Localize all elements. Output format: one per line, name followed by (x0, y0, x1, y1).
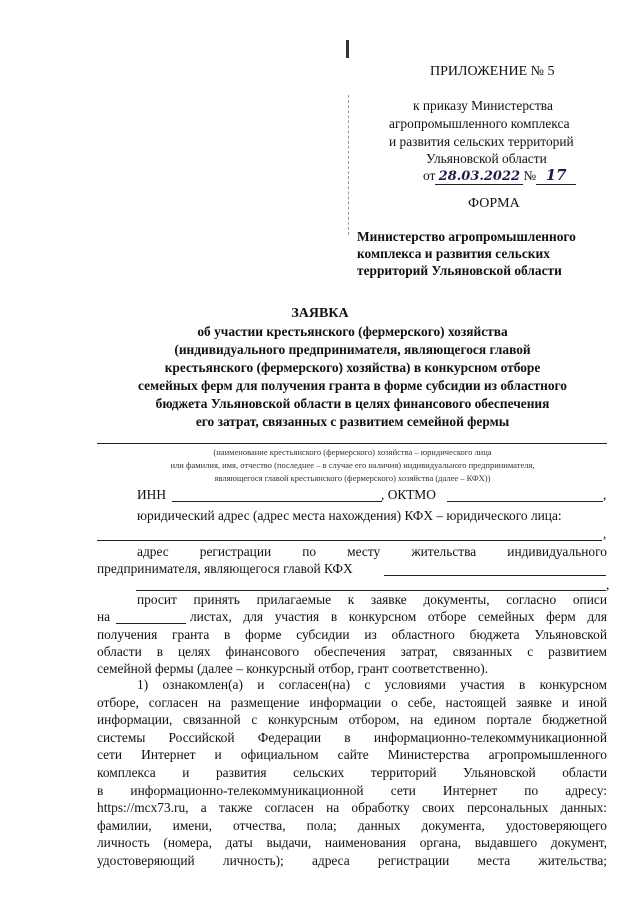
item1-line-8: https://mcx73.ru, а также согласен на обработку своих персональных данных: (97, 800, 607, 815)
subtitle-line-3: крестьянского (фермерского) хозяйства) в конкурсном отборе (164, 360, 541, 375)
subtitle-line-2: (индивидуального предпринимателя, являющегося главой (174, 342, 531, 357)
legal-address-field[interactable] (97, 540, 602, 541)
oktmo-comma: , (603, 487, 607, 502)
addressee-line-1: Министерство агропромышленного (357, 229, 576, 244)
item1-line-7: в информационно-телекоммуникационной сети Интернет по адресу: (97, 783, 607, 798)
reg-address-field-a[interactable] (384, 575, 606, 576)
form-label: ФОРМА (468, 196, 520, 211)
item1-line-10: личность (номера, даты выдачи, наименования органа, выдавшего документ, (97, 835, 607, 850)
appendix-line-3: и развития сельских территорий (389, 134, 574, 149)
name-blank-line[interactable] (97, 443, 607, 444)
item1-line-11: удостоверяющий личность); адреса регистрации места жительства; (97, 853, 607, 868)
appendix-date-line (423, 166, 576, 185)
appendix-line-1: к приказу Министерства (413, 98, 553, 113)
request-line-5: семейной фермы (далее – конкурсный отбор, грант соответственно). (97, 661, 489, 676)
hint-line-1: (наименование крестьянского (фермерского) хозяйства – юридического лица (213, 447, 492, 457)
addressee-line-3: территорий Ульяновской области (357, 263, 562, 278)
legal-address-comma: , (603, 526, 607, 541)
inn-field[interactable] (172, 501, 382, 502)
request-on: на (97, 609, 111, 624)
reg-address-comma: , (606, 577, 610, 592)
inn-label: ИНН (137, 487, 167, 502)
subtitle-line-5: бюджета Ульяновской области в целях финансового обеспечения (155, 396, 550, 411)
item1-line-9: фамилии, имени, отчества, пола; данных документа, удостоверяющего (97, 818, 607, 833)
date-prefix: от (423, 168, 436, 183)
sheet-count-field[interactable] (116, 623, 186, 624)
item1-line-5: сети Интернет и официальном сайте Министерства агропромышленного (97, 747, 607, 762)
hint-line-2: или фамилия, имя, отчество (последнее – в случае его наличия) индивидуального предпринимателя, (170, 460, 535, 470)
addressee-line-2: комплекса и развития сельских (357, 246, 550, 261)
appendix-line-4: Ульяновской области (426, 151, 547, 166)
reg-address-field-b[interactable] (136, 590, 606, 591)
request-line-1: просит принять прилагаемые к заявке документы, согласно описи (137, 592, 607, 607)
subtitle-line-4: семейных ферм для получения гранта в форме субсидии из областного (138, 378, 567, 393)
legal-address-label: юридический адрес (адрес места нахождения) КФХ – юридического лица: (137, 508, 562, 523)
request-line-2: листах, для участия в конкурсном отборе семейных ферм для (190, 609, 607, 624)
oktmo-label: , ОКТМО (381, 487, 436, 502)
appendix-line-2: агропромышленного комплекса (389, 116, 570, 131)
number-sign: № (523, 168, 537, 183)
handwritten-date: 28.03.2022 (435, 169, 523, 185)
item1-line-6: комплекса и развития сельских территорий Ульяновской области (97, 765, 607, 780)
item1-line-4: системы Российской Федерации в информационно-телекоммуникационной (97, 730, 607, 745)
reg-address-line-1: адрес регистрации по месту жительства индивидуального (137, 544, 607, 559)
item1-line-1: 1) ознакомлен(а) и согласен(на) с условиями участия в конкурсном (137, 677, 607, 692)
request-line-4: области в целях финансового обеспечения затрат, связанных с развитием (97, 644, 607, 659)
subtitle-line-1: об участии крестьянского (фермерского) хозяйства (197, 324, 508, 339)
appendix-title: ПРИЛОЖЕНИЕ № 5 (430, 64, 555, 79)
request-line-3: получения гранта в форме субсидии из областного бюджета Ульяновской (97, 627, 607, 642)
item1-line-2: отборе, согласен на размещение информации о себе, настоящей заявке и иной (97, 695, 607, 710)
hint-line-3: являющегося главой крестьянского (фермерского) хозяйства (далее – КФХ)) (214, 473, 491, 483)
handwritten-number: 17 (536, 166, 576, 185)
staple-mark (346, 40, 349, 58)
application-title: ЗАЯВКА (291, 306, 349, 321)
item1-line-3: информации, связанной с конкурсным отбором, на едином портале бюджетной (97, 712, 607, 727)
subtitle-line-6: его затрат, связанных с развитием семейной фермы (195, 414, 510, 429)
oktmo-field[interactable] (447, 501, 603, 502)
margin-mark (348, 95, 350, 235)
reg-address-line-2: предпринимателя, являющегося главой КФХ (97, 561, 353, 576)
